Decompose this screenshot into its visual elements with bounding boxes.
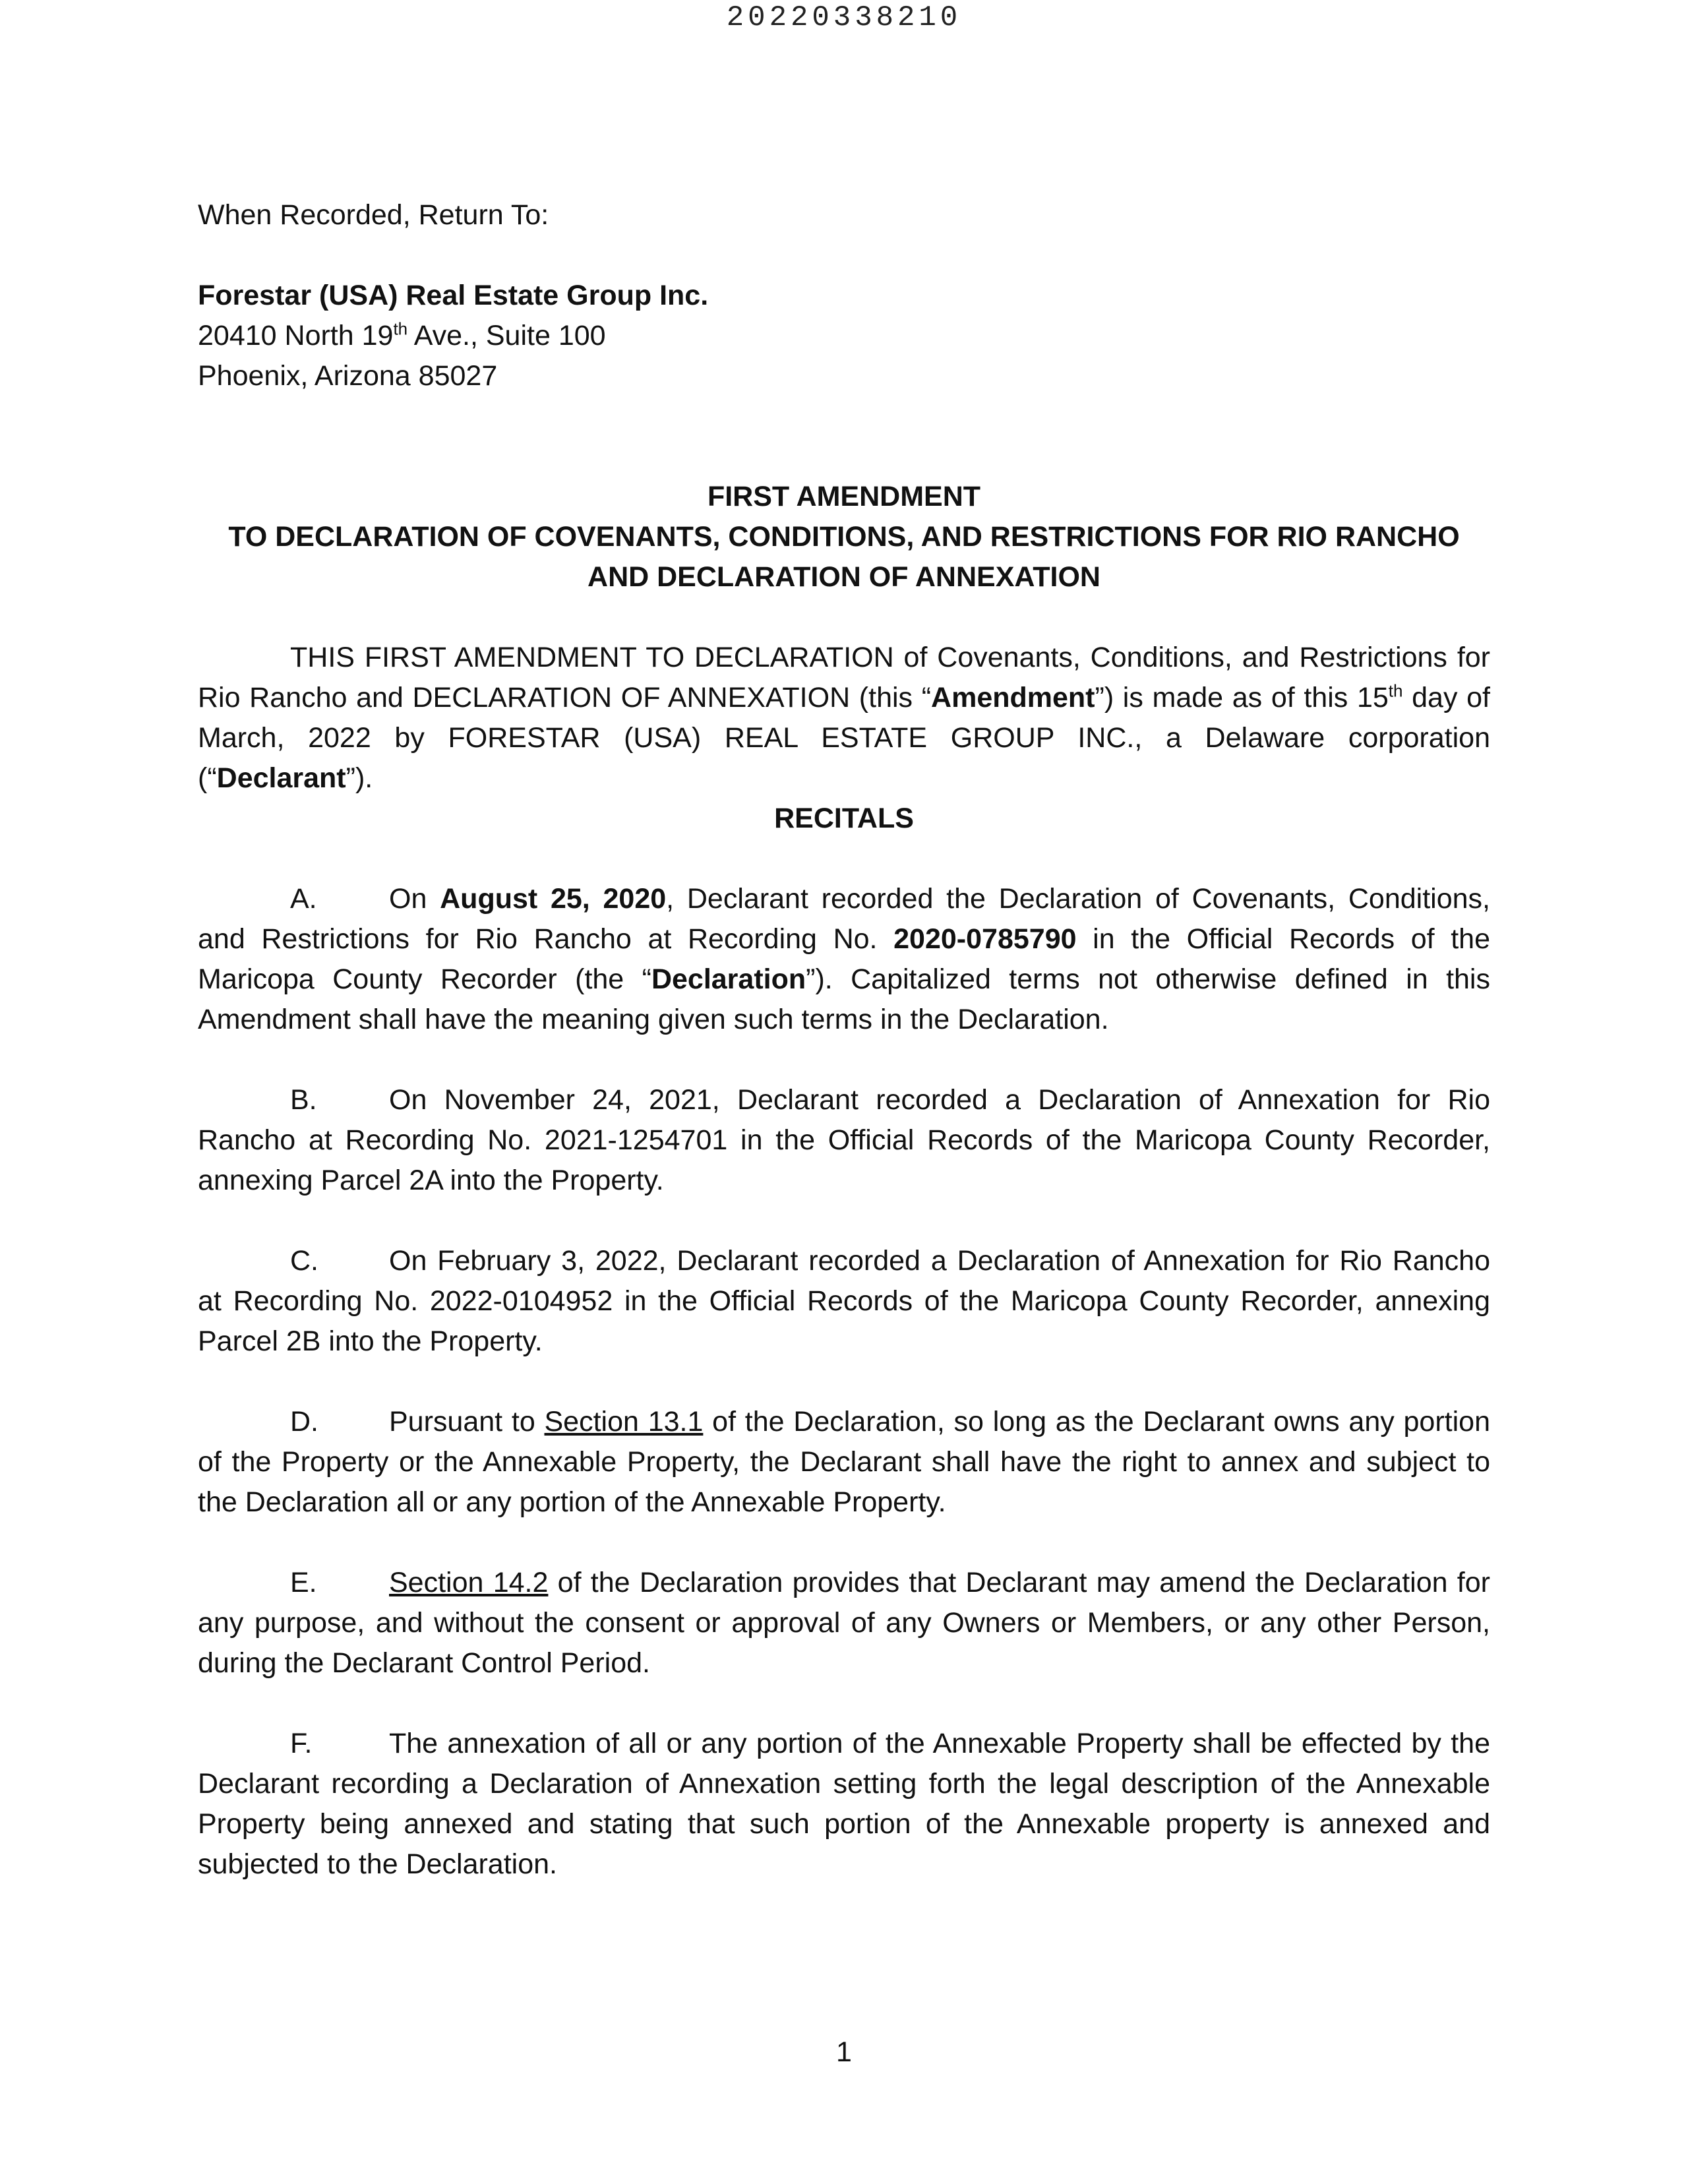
- intro-text-4: ”).: [346, 762, 373, 794]
- recital-a: [198, 879, 1490, 1040]
- recital-a-recording-no: 2020-0785790: [893, 923, 1077, 955]
- recital-a-text-1: On: [389, 883, 440, 915]
- title-line-3: AND DECLARATION OF ANNEXATION: [588, 561, 1100, 593]
- intro-term-declarant: Declarant: [216, 762, 346, 794]
- recital-e-text: of the Declaration provides that Declarant may amend the Declaration for any purpose, and without the consent or approval of any Owners or Members, or any other Person, during the Declarant Control Period.: [198, 1567, 1490, 1679]
- recording-number: 20220338210: [726, 1, 962, 34]
- recital-a-text-3: in the Official Records of the Maricopa County Recorder (the “: [198, 923, 1490, 995]
- intro-term-amendment: Amendment: [931, 682, 1095, 713]
- recital-letter: D.: [290, 1406, 318, 1438]
- recital-letter: B.: [290, 1084, 317, 1116]
- intro-text-3: day of March, 2022 by FORESTAR (USA) REAL ESTATE GROUP INC., a Delaware corporation (“: [198, 682, 1490, 794]
- recital-f: [198, 1724, 1490, 1885]
- recital-e: [198, 1563, 1490, 1684]
- recital-f-text: The annexation of all or any portion of the Annexable Property shall be effected by the Declarant recording a Declaration of Annexation setting forth the legal description of the Annexable Property being annexed and stating that such portion of the Annexable property is annexed and subjected to the Declaration.: [198, 1728, 1490, 1880]
- recital-letter: C.: [290, 1245, 318, 1277]
- recital-a-text-4: ”). Capitalized terms not otherwise defined in this Amendment shall have the meaning given such terms in the Declaration.: [198, 963, 1490, 1035]
- recital-d-text-1: Pursuant to: [389, 1406, 545, 1438]
- street-address-text: 20410 North 19: [198, 320, 394, 351]
- intro-text-1: THIS FIRST AMENDMENT TO DECLARATION of Covenants, Conditions, and Restrictions for Rio Rancho and DECLARATION OF ANNEXATION (this “: [198, 642, 1490, 713]
- recital-letter: E.: [290, 1567, 317, 1598]
- intro-text-2: ”) is made as of this 15: [1095, 682, 1389, 713]
- recital-b: [198, 1080, 1490, 1201]
- recital-c: [198, 1241, 1490, 1362]
- intro-paragraph: [198, 638, 1490, 799]
- recital-a-text-2: , Declarant recorded the Declaration of Covenants, Conditions, and Restrictions for Rio Rancho at Recording No.: [198, 883, 1490, 955]
- recital-d: [198, 1402, 1490, 1523]
- return-to-label: When Recorded, Return To:: [198, 199, 549, 231]
- recital-a-term-declaration: Declaration: [651, 963, 806, 995]
- recital-b-text: On November 24, 2021, Declarant recorded a Declaration of Annexation for Rio Rancho at Recording No. 2021-1254701 in the Official Records of the Maricopa County Recorder, annexing Parcel 2A into the Property.: [198, 1084, 1490, 1196]
- recital-letter: A.: [290, 883, 317, 915]
- street-address-ordinal: th: [393, 318, 408, 339]
- recital-c-text: On February 3, 2022, Declarant recorded a Declaration of Annexation for Rio Rancho at Recording No. 2022-0104952 in the Official Records of the Maricopa County Recorder, annexing Parcel 2B into the Property.: [198, 1245, 1490, 1357]
- title-line-1: FIRST AMENDMENT: [707, 481, 981, 512]
- return-street-address: [198, 316, 1490, 356]
- intro-ordinal: th: [1388, 681, 1403, 701]
- title-line-2: TO DECLARATION OF COVENANTS, CONDITIONS, AND RESTRICTIONS FOR RIO RANCHO: [228, 521, 1460, 553]
- recitals-heading: RECITALS: [774, 803, 914, 834]
- recital-a-date: August 25, 2020: [440, 883, 667, 915]
- recital-letter: F.: [290, 1728, 313, 1759]
- return-city-address: Phoenix, Arizona 85027: [198, 360, 498, 392]
- recital-d-text-2: of the Declaration, so long as the Declarant owns any portion of the Property or the Annexable Property, the Declarant shall have the right to annex and subject to the Declaration all or any portion of the Annexable Property.: [198, 1406, 1490, 1518]
- document-body: [198, 195, 1490, 1925]
- return-address-block: [198, 276, 1490, 396]
- return-company-name: Forestar (USA) Real Estate Group Inc.: [198, 280, 709, 311]
- page-number: 1: [836, 2036, 852, 2068]
- section-13-1-reference: Section 13.1: [544, 1406, 704, 1438]
- document-title: [198, 477, 1490, 597]
- section-14-2-reference: Section 14.2: [389, 1567, 549, 1598]
- street-address-suite: Ave., Suite 100: [407, 320, 606, 351]
